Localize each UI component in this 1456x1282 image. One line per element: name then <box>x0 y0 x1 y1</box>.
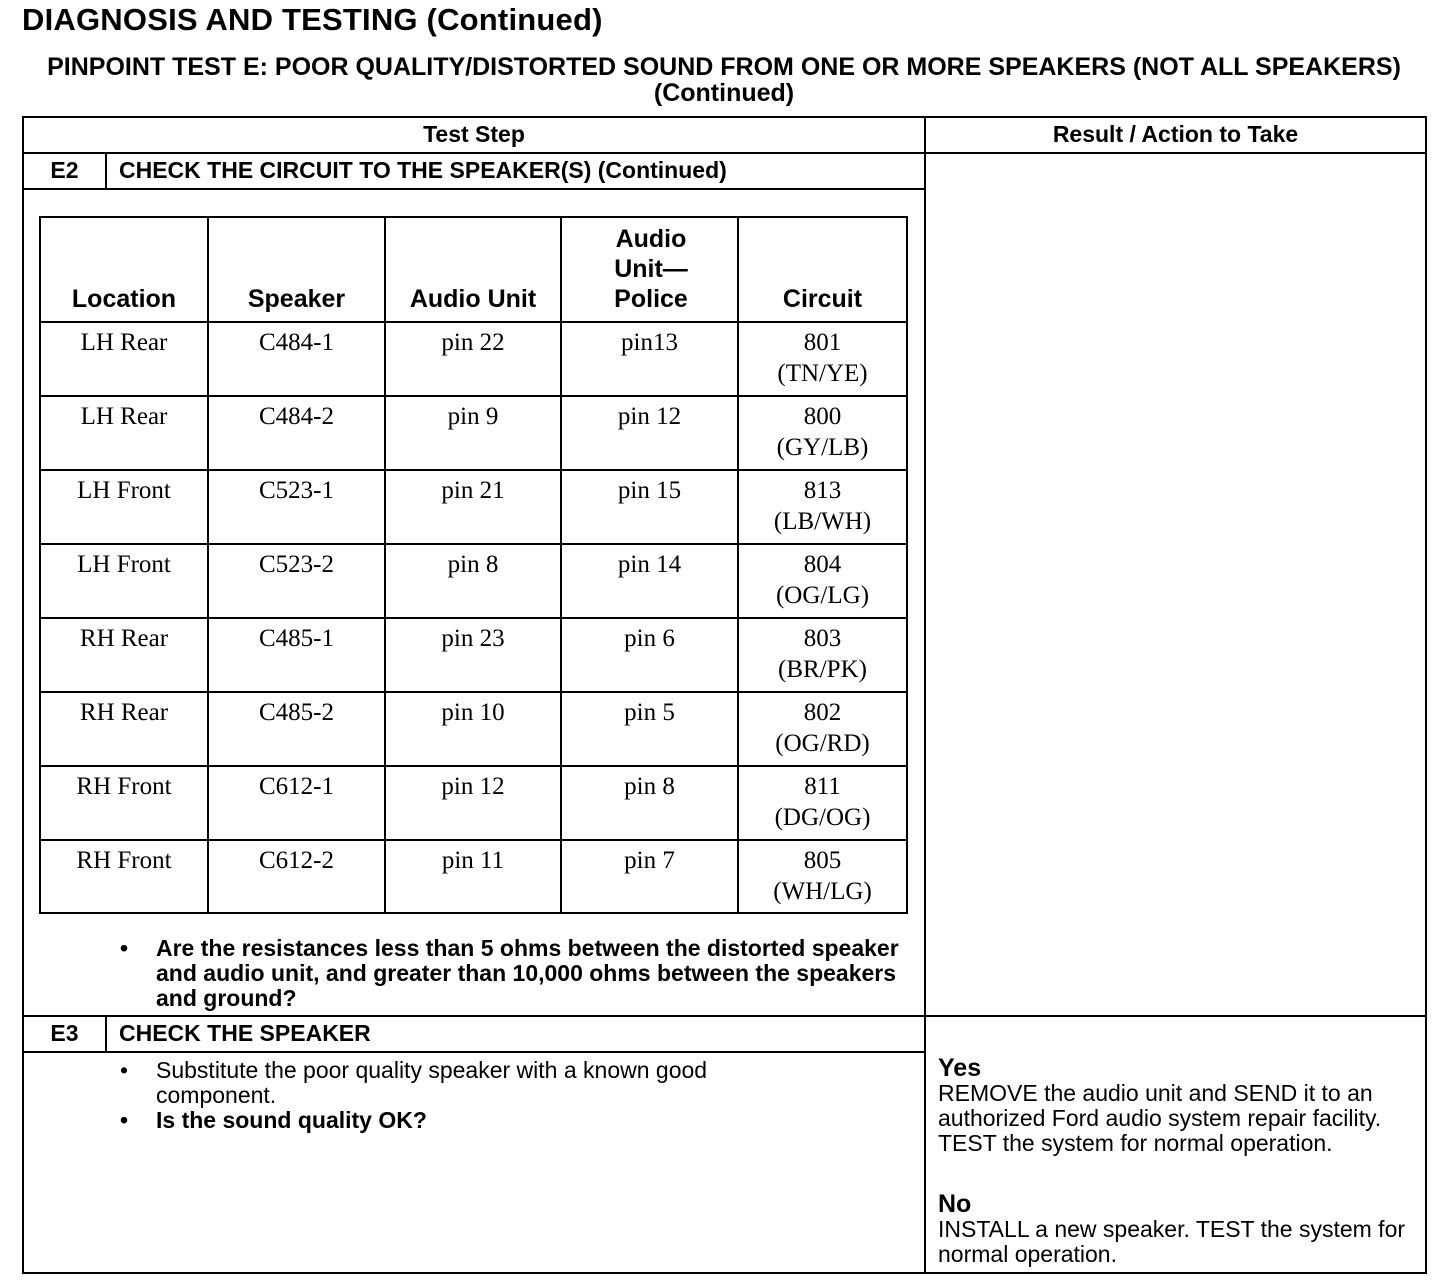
yes-label: Yes <box>938 1054 982 1082</box>
bullet-icon: • <box>120 1107 129 1133</box>
e2-question-text: Are the resistances less than 5 ohms between the distorted speaker and audio unit, and greater than 10,000 ohms between the speakers and ground? <box>156 935 899 1011</box>
speaker-circuit-table <box>39 216 908 914</box>
cell-location: LH Rear <box>80 329 168 356</box>
circuit-number: 803 <box>803 625 842 652</box>
pinpoint-test-title: PINPOINT TEST E: POOR QUALITY/DISTORTED SOUND FROM ONE OR MORE SPEAKERS (NOT ALL SPEAKERS) (Continued) <box>47 53 1401 107</box>
e3-bullet-question: Is the sound quality OK? <box>156 1107 427 1133</box>
cell-circuit <box>739 549 906 611</box>
result-yes <box>938 1056 1418 1156</box>
cell-audio-unit-police: pin13 <box>621 329 678 356</box>
column-header-audio-unit-police: Audio Unit— Police <box>614 225 688 313</box>
cell-audio-unit-police: pin 7 <box>624 847 675 874</box>
cell-audio-unit-police: pin 6 <box>624 625 675 652</box>
no-label: No <box>938 1190 972 1218</box>
circuit-number: 811 <box>804 773 841 800</box>
cell-speaker: C484-1 <box>259 329 334 356</box>
cell-circuit <box>739 401 906 463</box>
cell-location: RH Front <box>76 773 172 800</box>
cell-audio-unit: pin 11 <box>441 847 505 874</box>
cell-audio-unit-police: pin 8 <box>624 773 675 800</box>
cell-speaker: C484-2 <box>259 403 334 430</box>
circuit-number: 802 <box>803 699 842 726</box>
cell-audio-unit: pin 8 <box>447 551 499 578</box>
wire-color: (TN/YE) <box>777 360 868 387</box>
cell-location: RH Front <box>76 847 172 874</box>
circuit-number: 800 <box>803 403 842 430</box>
cell-speaker: C523-1 <box>259 477 334 504</box>
page-title: DIAGNOSIS AND TESTING (Continued) <box>22 2 603 37</box>
cell-speaker: C523-2 <box>259 551 334 578</box>
cell-location: LH Rear <box>80 403 168 430</box>
step-title-e3: CHECK THE SPEAKER <box>119 1020 371 1046</box>
cell-audio-unit: pin 23 <box>441 625 505 652</box>
column-header-audio-unit: Audio Unit <box>409 285 537 313</box>
yes-action: REMOVE the audio unit and SEND it to an authorized Ford audio system repair facility. TEST the system for normal operation. <box>938 1080 1382 1156</box>
circuit-number: 813 <box>803 477 842 504</box>
cell-audio-unit-police: pin 5 <box>624 699 675 726</box>
e3-bullet-substitute: Substitute the poor quality speaker with a known good component. <box>156 1057 708 1108</box>
cell-circuit <box>739 623 906 685</box>
cell-audio-unit-police: pin 15 <box>617 477 682 504</box>
wire-color: (BR/PK) <box>778 656 867 683</box>
circuit-number: 801 <box>803 329 842 356</box>
result-no <box>938 1192 1418 1267</box>
cell-location: RH Rear <box>79 699 169 726</box>
bullet-icon: • <box>120 1057 129 1083</box>
cell-circuit <box>739 697 906 759</box>
column-header-circuit: Circuit <box>782 285 863 313</box>
cell-circuit <box>739 771 906 833</box>
cell-audio-unit-police: pin 14 <box>617 551 682 578</box>
cell-location: RH Rear <box>79 625 169 652</box>
wire-color: (OG/RD) <box>775 730 870 757</box>
cell-audio-unit: pin 22 <box>441 329 505 356</box>
cell-location: LH Front <box>77 477 171 504</box>
step-id-e3: E3 <box>50 1020 79 1046</box>
cell-speaker: C612-1 <box>259 773 334 800</box>
cell-location: LH Front <box>77 551 171 578</box>
circuit-number: 805 <box>803 847 842 874</box>
cell-circuit <box>739 845 906 907</box>
e3-instructions <box>120 1058 820 1133</box>
cell-audio-unit: pin 21 <box>441 477 505 504</box>
wire-color: (LB/WH) <box>773 508 872 535</box>
wire-color: (WH/LG) <box>773 878 872 905</box>
wire-color: (GY/LB) <box>776 434 869 461</box>
no-action: INSTALL a new speaker. TEST the system for normal operation. <box>938 1216 1406 1267</box>
bullet-icon: • <box>120 935 129 961</box>
column-header-speaker: Speaker <box>247 285 346 313</box>
cell-audio-unit: pin 12 <box>441 773 505 800</box>
cell-speaker: C612-2 <box>259 847 334 874</box>
cell-circuit <box>739 327 906 389</box>
cell-circuit <box>739 475 906 537</box>
cell-speaker: C485-2 <box>259 699 334 726</box>
circuit-number: 804 <box>803 551 842 578</box>
step-title-e2: CHECK THE CIRCUIT TO THE SPEAKER(S) (Continued) <box>119 157 727 183</box>
cell-audio-unit: pin 10 <box>441 699 505 726</box>
wire-color: (DG/OG) <box>774 804 871 831</box>
step-id-e2: E2 <box>50 157 79 183</box>
cell-audio-unit-police: pin 12 <box>617 403 682 430</box>
column-header-location: Location <box>71 285 177 313</box>
test-step-header: Test Step <box>423 121 525 147</box>
wire-color: (OG/LG) <box>775 582 870 609</box>
e2-question <box>120 936 900 1011</box>
result-header: Result / Action to Take <box>1052 121 1299 147</box>
cell-audio-unit: pin 9 <box>447 403 499 430</box>
cell-speaker: C485-1 <box>259 625 334 652</box>
